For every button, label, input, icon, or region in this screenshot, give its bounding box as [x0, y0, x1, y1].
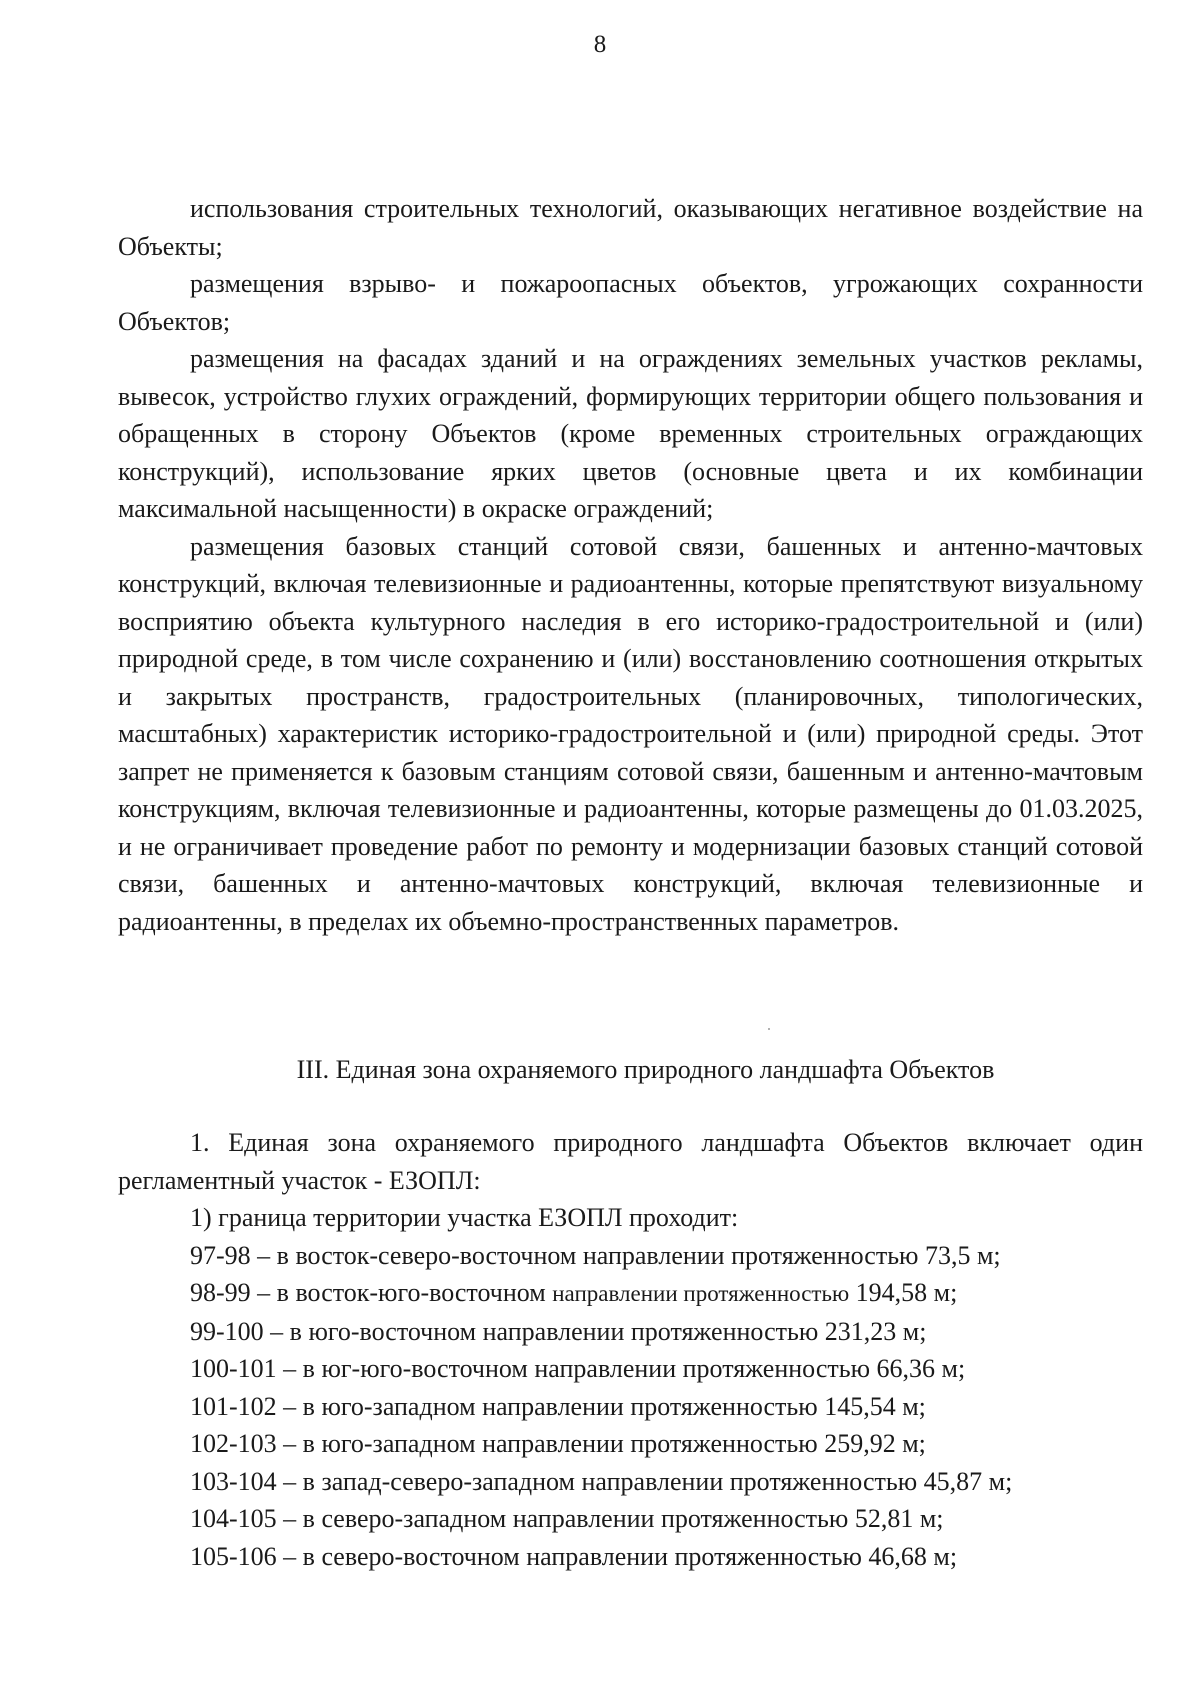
segment-line: [118, 1274, 1143, 1313]
segment-description: – в северо-западном направлении протяженностью 52,81 м;: [283, 1504, 944, 1533]
paragraph-hazardous-objects: размещения взрыво- и пожароопасных объектов, угрожающих сохранности Объектов;: [118, 269, 1143, 336]
section-text: [118, 1124, 1143, 1575]
segment-points: 99-100: [190, 1316, 264, 1346]
segment-line: [118, 1500, 1143, 1538]
segment-description: – в юго-восточном направлении протяженностью 231,23 м;: [270, 1316, 927, 1346]
segment-line: [118, 1313, 1143, 1351]
segment-description: – в юго-западном направлении протяженностью 145,54 м;: [283, 1391, 926, 1421]
restrictions-text: [118, 190, 1143, 940]
segment-description: – в восток-юго-восточном: [257, 1278, 546, 1307]
segment-points: 102-103: [190, 1429, 277, 1458]
paragraph-construction-technologies: использования строительных технологий, оказывающих негативное воздействие на Объекты;: [118, 194, 1143, 261]
segment-points: 105-106: [190, 1541, 277, 1571]
item-1: 1. Единая зона охраняемого природного ландшафта Объектов включает один регламентный участок - ЕЗОПЛ:: [118, 1128, 1143, 1195]
section-heading: III. Единая зона охраняемого природного ландшафта Объектов: [296, 1055, 995, 1084]
segment-description: – в юг-юго-восточном направлении протяженностью 66,36 м;: [283, 1354, 966, 1383]
segment-points: 101-102: [190, 1391, 277, 1421]
segment-length: 194,58 м;: [855, 1278, 958, 1307]
segment-points: 100-101: [190, 1354, 277, 1383]
segment-points: 98-99: [190, 1278, 251, 1307]
segment-description: – в северо-восточном направлении протяженностью 46,68 м;: [283, 1541, 958, 1571]
paragraph-facade-advertising: размещения на фасадах зданий и на ограждениях земельных участков рекламы, вывесок, устройство глухих ограждений, формирующих территории общего пользования и обращенных в сторону Объектов (кроме временных строительных ограждающих конструкций), использование ярких цветов (основные цвета и их комбинации максимальной насыщенности) в окраске ограждений;: [118, 344, 1143, 523]
segment-points: 103-104: [190, 1466, 277, 1496]
segment-description-small: направлении протяженностью: [552, 1281, 850, 1306]
segment-points: 97-98: [190, 1240, 251, 1270]
segment-line: [118, 1388, 1143, 1426]
paragraph-base-stations: размещения базовых станций сотовой связи, башенных и антенно-мачтовых конструкций, включая телевизионные и радиоантенны, которые препятствуют визуальному восприятию объекта культурного наследия в его историко-градостроительной и (или) природной среде, в том числе сохранению и (или) восстановлению соотношения открытых и закрытых пространств, градостроительных (планировочных, типологических, масштабных) характеристик историко-градостроительной и (или) природной среды. Этот запрет не применяется к базовым станциям сотовой связи, башенным и антенно-мачтовым конструкциям, включая телевизионные и радиоантенны, которые размещены до 01.03.2025, и не ограничивает проведение работ по ремонту и модернизации базовых станций сотовой связи, башенных и антенно-мачтовых конструкций, включая телевизионные и радиоантенны, в пределах их объемно-пространственных параметров.: [118, 531, 1143, 936]
segment-line: [118, 1237, 1143, 1275]
subitem-1: 1) граница территории участка ЕЗОПЛ проходит:: [190, 1203, 739, 1232]
segment-line: [118, 1463, 1143, 1501]
segment-line: [118, 1350, 1143, 1388]
segment-line: [118, 1425, 1143, 1463]
segment-description: – в запад-северо-западном направлении протяженностью 45,87 м;: [283, 1466, 1013, 1496]
segment-description: – в юго-западном направлении протяженностью 259,92 м;: [283, 1429, 926, 1458]
segment-points: 104-105: [190, 1504, 277, 1533]
page-number: 8: [593, 31, 607, 58]
segment-line: [118, 1538, 1143, 1576]
segment-description: – в восток-северо-восточном направлении протяженностью 73,5 м;: [257, 1240, 1001, 1270]
scan-speck: [768, 1028, 770, 1030]
